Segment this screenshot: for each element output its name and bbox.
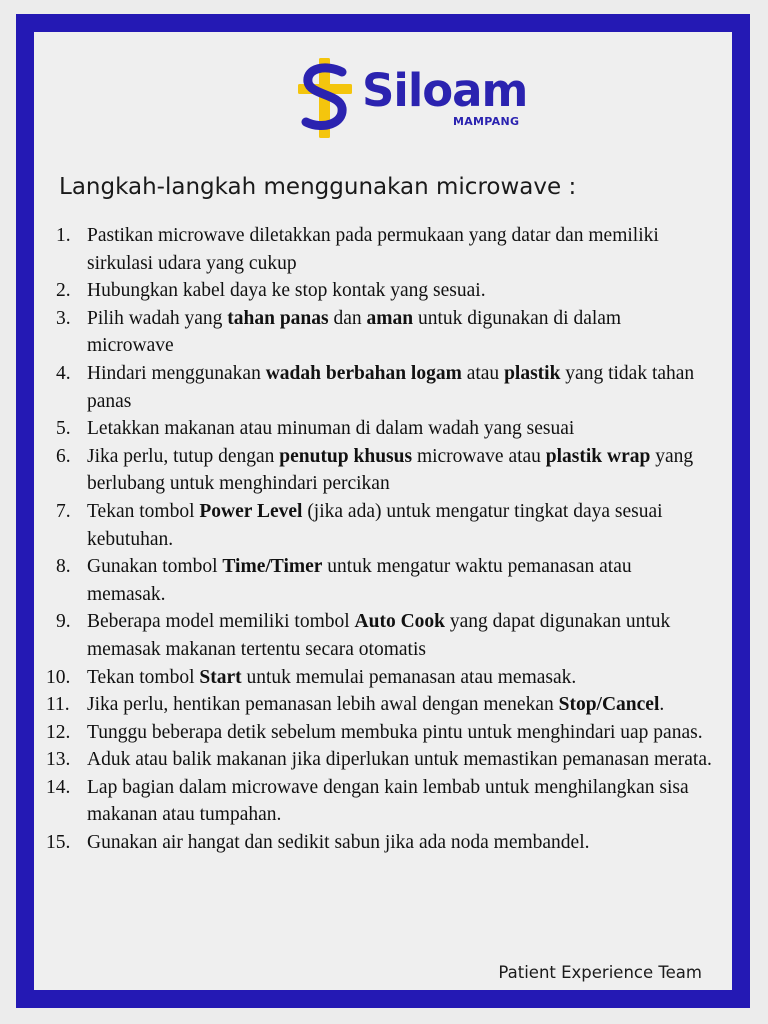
- step-text: Jika perlu, hentikan pemanasan lebih awal dengan menekan: [87, 694, 559, 716]
- step-item: [52, 608, 712, 663]
- step-text: untuk digunakan di dalam microwave: [87, 307, 622, 357]
- step-text: Tekan tombol: [87, 666, 200, 688]
- poster-frame: [16, 14, 750, 1008]
- step-text-bold: plastik: [504, 362, 561, 384]
- step-text: Aduk atau balik makanan jika diperlukan untuk memastikan pemanasan merata.: [87, 749, 712, 771]
- step-text: yang berlubang untuk menghindari percikan: [87, 445, 694, 495]
- step-text-bold: Stop/Cancel: [558, 694, 660, 716]
- step-number: 8.: [56, 556, 71, 578]
- step-number: 1.: [56, 225, 71, 246]
- step-text: .: [659, 694, 665, 716]
- step-number: 2.: [56, 280, 71, 302]
- step-number: 9.: [56, 611, 71, 633]
- step-text: untuk memulai pemanasan atau memasak.: [241, 666, 577, 688]
- step-number: 10.: [46, 666, 71, 688]
- step-item: [52, 415, 712, 443]
- step-number: 11.: [46, 694, 70, 716]
- step-text: Beberapa model memiliki tombol: [87, 611, 355, 633]
- step-text: Tekan tombol: [87, 500, 200, 522]
- steps-list: [46, 222, 712, 857]
- footer-team: Patient Experience Team: [498, 963, 702, 982]
- step-text: microwave atau: [412, 445, 546, 467]
- step-text: Pilih wadah yang: [87, 307, 228, 329]
- step-text: Pastikan microwave diletakkan pada permukaan yang datar dan memiliki sirkulasi udara yang cukup: [87, 225, 659, 274]
- step-text: Jika perlu, tutup dengan: [87, 445, 280, 467]
- brand-location: MAMPANG: [453, 115, 520, 128]
- step-text: (jika ada) untuk mengatur tingkat daya sesuai kebutuhan.: [87, 500, 663, 550]
- step-text-bold: tahan panas: [227, 307, 329, 329]
- step-text: yang tidak tahan panas: [87, 362, 695, 412]
- step-item: [46, 664, 712, 692]
- step-number: 4.: [56, 362, 71, 384]
- step-text: Tunggu beberapa detik sebelum membuka pintu untuk menghindari uap panas.: [87, 721, 703, 743]
- step-number: 6.: [56, 445, 71, 467]
- step-item: [52, 222, 712, 277]
- step-text: untuk mengatur waktu pemanasan atau memasak.: [87, 556, 632, 605]
- step-number: 15.: [46, 832, 71, 854]
- page-heading: Langkah-langkah menggunakan microwave :: [59, 174, 577, 200]
- step-text-bold: Start: [199, 666, 242, 688]
- step-item: [52, 443, 712, 498]
- step-item: [46, 746, 712, 774]
- step-text-bold: Time/Timer: [222, 556, 323, 578]
- step-text: dan: [328, 307, 367, 329]
- step-text-bold: penutup khusus: [279, 445, 413, 467]
- step-item: [52, 498, 712, 553]
- step-item: [46, 774, 712, 829]
- step-text: Hindari menggunakan: [87, 362, 266, 384]
- step-text: Letakkan makanan atau minuman di dalam wadah yang sesuai: [87, 418, 575, 440]
- step-text: Lap bagian dalam microwave dengan kain lembab untuk menghilangkan sisa makanan atau tumpahan.: [87, 776, 689, 826]
- step-item: [46, 719, 712, 747]
- step-text-bold: Auto Cook: [354, 611, 446, 633]
- step-item: [52, 277, 712, 305]
- step-item: [46, 829, 712, 857]
- step-text-bold: aman: [366, 307, 414, 329]
- step-text: Gunakan tombol: [87, 556, 223, 578]
- step-number: 13.: [46, 749, 71, 771]
- step-text: atau: [461, 362, 505, 384]
- siloam-logo: [296, 58, 536, 138]
- step-item: [52, 553, 712, 608]
- step-number: 7.: [56, 500, 71, 522]
- step-number: 3.: [56, 307, 71, 329]
- step-item: [46, 691, 712, 719]
- siloam-cross-s-icon: [296, 58, 354, 138]
- step-text: Gunakan air hangat dan sedikit sabun jika ada noda membandel.: [87, 832, 590, 854]
- brand-name: Siloam: [362, 64, 528, 117]
- step-text: Hubungkan kabel daya ke stop kontak yang sesuai.: [87, 280, 486, 302]
- step-number: 12.: [46, 721, 71, 743]
- step-text-bold: wadah berbahan logam: [265, 362, 462, 384]
- step-text-bold: plastik wrap: [545, 445, 651, 467]
- step-number: 5.: [56, 418, 71, 440]
- step-number: 14.: [46, 776, 71, 798]
- step-text-bold: Power Level: [199, 500, 303, 522]
- step-text: yang dapat digunakan untuk memasak makanan tertentu secara otomatis: [87, 611, 671, 660]
- step-item: [52, 305, 712, 360]
- step-item: [52, 360, 712, 415]
